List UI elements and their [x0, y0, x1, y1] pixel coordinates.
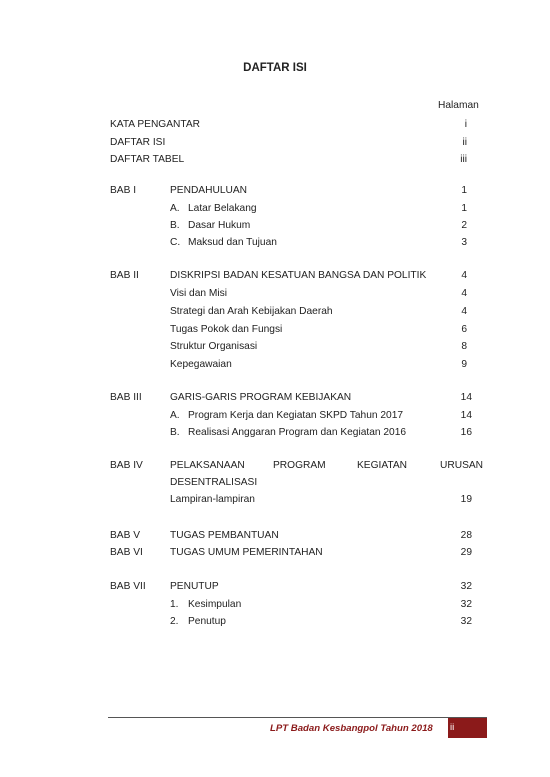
toc-page: 6 [461, 324, 467, 335]
toc-page: 16 [460, 427, 472, 438]
toc-subentry: Lampiran-lampiran [170, 494, 255, 505]
chapter-title: TUGAS PEMBANTUAN [170, 530, 279, 541]
chapter-code: BAB VII [110, 581, 146, 592]
chapter-code: BAB II [110, 270, 139, 281]
chapter-title-word: PELAKSANAAN [170, 460, 245, 471]
toc-page: 4 [461, 288, 467, 299]
toc-subentry: Struktur Organisasi [170, 341, 258, 352]
chapter-title: PENUTUP [170, 581, 219, 592]
toc-page: 2 [461, 220, 467, 231]
toc-page: 32 [460, 581, 472, 592]
chapter-title-word: PROGRAM [273, 460, 326, 471]
chapter-code: BAB I [110, 185, 137, 196]
toc-page: 14 [460, 392, 472, 403]
toc-subentry: Kesimpulan [188, 599, 242, 610]
page-title: DAFTAR ISI [243, 62, 307, 74]
toc-entry-kata-pengantar: KATA PENGANTAR [110, 119, 201, 130]
chapter-code: BAB IV [110, 460, 143, 471]
halaman-label: Halaman [438, 100, 479, 111]
toc-page: 1 [461, 185, 467, 196]
toc-page: 4 [461, 306, 467, 317]
toc-subentry: Dasar Hukum [188, 220, 251, 231]
item-marker: A. [170, 203, 180, 214]
toc-page: iii [460, 154, 467, 165]
item-marker: B. [170, 427, 180, 438]
item-marker: C. [170, 237, 181, 248]
chapter-title-line2: DESENTRALISASI [170, 477, 258, 488]
footer-divider [108, 717, 487, 718]
chapter-title: GARIS-GARIS PROGRAM KEBIJAKAN [170, 392, 352, 403]
toc-page: 32 [460, 599, 472, 610]
toc-page: 3 [461, 237, 467, 248]
chapter-title: DISKRIPSI BADAN KESATUAN BANGSA DAN POLITIK [170, 270, 427, 281]
toc-page: 4 [461, 270, 467, 281]
toc-subentry: Tugas Pokok dan Fungsi [170, 324, 283, 335]
item-marker: 2. [170, 616, 179, 627]
toc-page: 14 [460, 410, 472, 421]
item-marker: 1. [170, 599, 179, 610]
toc-subentry: Visi dan Misi [170, 288, 227, 299]
chapter-code: BAB III [110, 392, 142, 403]
chapter-title: PENDAHULUAN [170, 185, 247, 196]
toc-subentry: Kepegawaian [170, 359, 232, 370]
toc-page: 9 [461, 359, 467, 370]
item-marker: A. [170, 410, 180, 421]
toc-page: i [464, 119, 467, 130]
chapter-title: TUGAS UMUM PEMERINTAHAN [170, 547, 323, 558]
toc-subentry: Strategi dan Arah Kebijakan Daerah [170, 306, 333, 317]
toc-page: 19 [460, 494, 472, 505]
toc-subentry: Latar Belakang [188, 203, 257, 214]
toc-page: 8 [461, 341, 467, 352]
toc-page: 1 [461, 203, 467, 214]
toc-page: 32 [460, 616, 472, 627]
footer-page-number: ii [450, 722, 455, 733]
toc-entry-daftar-tabel: DAFTAR TABEL [110, 154, 185, 165]
toc-subentry: Program Kerja dan Kegiatan SKPD Tahun 2017 [188, 410, 404, 421]
chapter-title-word: KEGIATAN [357, 460, 408, 471]
toc-subentry: Maksud dan Tujuan [188, 237, 277, 248]
chapter-title-word: URUSAN [440, 460, 484, 471]
chapter-code: BAB V [110, 530, 141, 541]
toc-subentry: Penutup [188, 616, 226, 627]
toc-entry-daftar-isi: DAFTAR ISI [110, 137, 166, 148]
toc-page: ii [462, 137, 467, 148]
toc-page: 28 [460, 530, 472, 541]
footer-text: LPT Badan Kesbangpol Tahun 2018 [270, 723, 433, 734]
chapter-code: BAB VI [110, 547, 143, 558]
toc-subentry: Realisasi Anggaran Program dan Kegiatan 2016 [188, 427, 407, 438]
toc-page: 29 [460, 547, 472, 558]
item-marker: B. [170, 220, 180, 231]
